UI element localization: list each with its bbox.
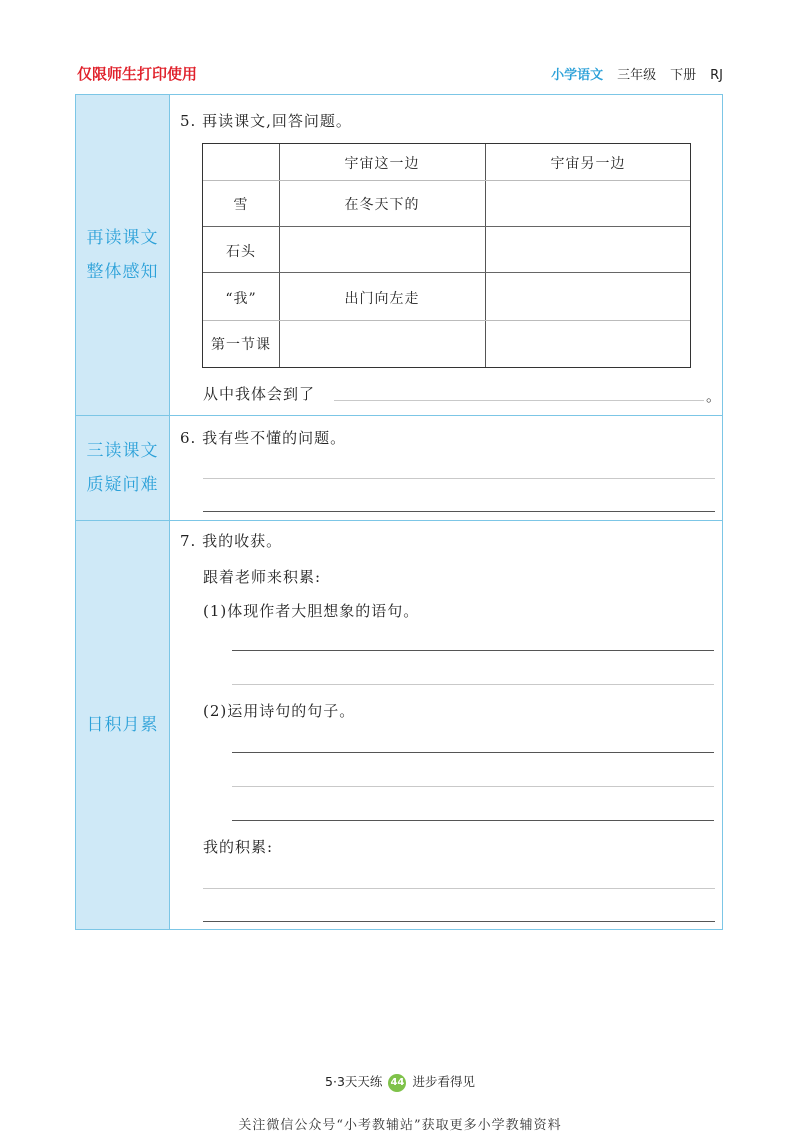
footer-wechat-note: 关注微信公众号“小考教辅站”获取更多小学教辅资料 (238, 1118, 562, 1133)
section-label-accumulate (76, 521, 170, 929)
answer-line[interactable] (203, 921, 715, 922)
page-footer (0, 1072, 800, 1092)
table-cell: 出门向左走 (344, 291, 420, 307)
answer-line[interactable] (203, 511, 715, 512)
table-row-line (203, 226, 690, 227)
answer-line[interactable] (232, 786, 714, 787)
table-header-this-side: 宇宙这一边 (344, 156, 420, 172)
question-7-prompt: 7. 我的收获。 (180, 532, 283, 550)
section-label-questions (76, 415, 170, 521)
table-row-line (203, 272, 690, 273)
section-label-line: 三读课文 (86, 441, 159, 461)
subject-label: 小学语文 (551, 68, 604, 83)
table-row-line (203, 180, 690, 181)
row-divider (76, 415, 722, 416)
footer-slogan: 进步看得见 (412, 1074, 475, 1089)
table-row-line (203, 320, 690, 321)
edition-label: RJ (710, 68, 723, 83)
section-label-reread (76, 95, 170, 415)
table-col-line (279, 144, 280, 367)
answer-line[interactable] (203, 478, 715, 479)
answer-line[interactable] (232, 752, 714, 753)
answer-line[interactable] (232, 650, 714, 651)
conclusion-prefix: 从中我体会到了 (203, 385, 316, 403)
conclusion-end: 。 (706, 387, 723, 405)
answer-line[interactable] (203, 888, 715, 889)
question-5-prompt: 5. 再读课文,回答问题。 (180, 112, 352, 130)
page-number-badge: 44 (388, 1074, 406, 1092)
answer-line[interactable] (232, 820, 714, 821)
comparison-table (202, 143, 691, 368)
answer-line[interactable] (232, 684, 714, 685)
book-info (551, 64, 723, 83)
section-label-line: 质疑问难 (86, 475, 159, 495)
print-notice: 仅限师生打印使用 (77, 65, 198, 83)
table-row-label: 第一节课 (211, 337, 271, 353)
q7-follow-teacher: 跟着老师来积累: (203, 568, 322, 586)
q7-my-accumulation: 我的积累: (203, 838, 274, 856)
table-row-label: “我” (225, 291, 257, 307)
table-row-label: 雪 (233, 197, 249, 213)
grade-label: 三年级 (617, 68, 657, 83)
section-label-line: 日积月累 (86, 715, 159, 735)
conclusion-answer-line[interactable] (334, 400, 704, 401)
q7-item-1: (1)体现作者大胆想象的语句。 (203, 602, 420, 620)
question-6-prompt: 6. 我有些不懂的问题。 (180, 429, 347, 447)
table-col-line (485, 144, 486, 367)
table-cell: 在冬天下的 (344, 197, 420, 213)
table-header-other-side: 宇宙另一边 (550, 156, 626, 172)
row-divider (76, 520, 722, 521)
section-label-line: 整体感知 (86, 262, 159, 282)
footer-series: 5·3天天练 (325, 1074, 383, 1089)
q7-item-2: (2)运用诗句的句子。 (203, 702, 356, 720)
table-row-label: 石头 (226, 244, 256, 260)
section-label-line: 再读课文 (86, 228, 159, 248)
term-label: 下册 (670, 68, 697, 83)
